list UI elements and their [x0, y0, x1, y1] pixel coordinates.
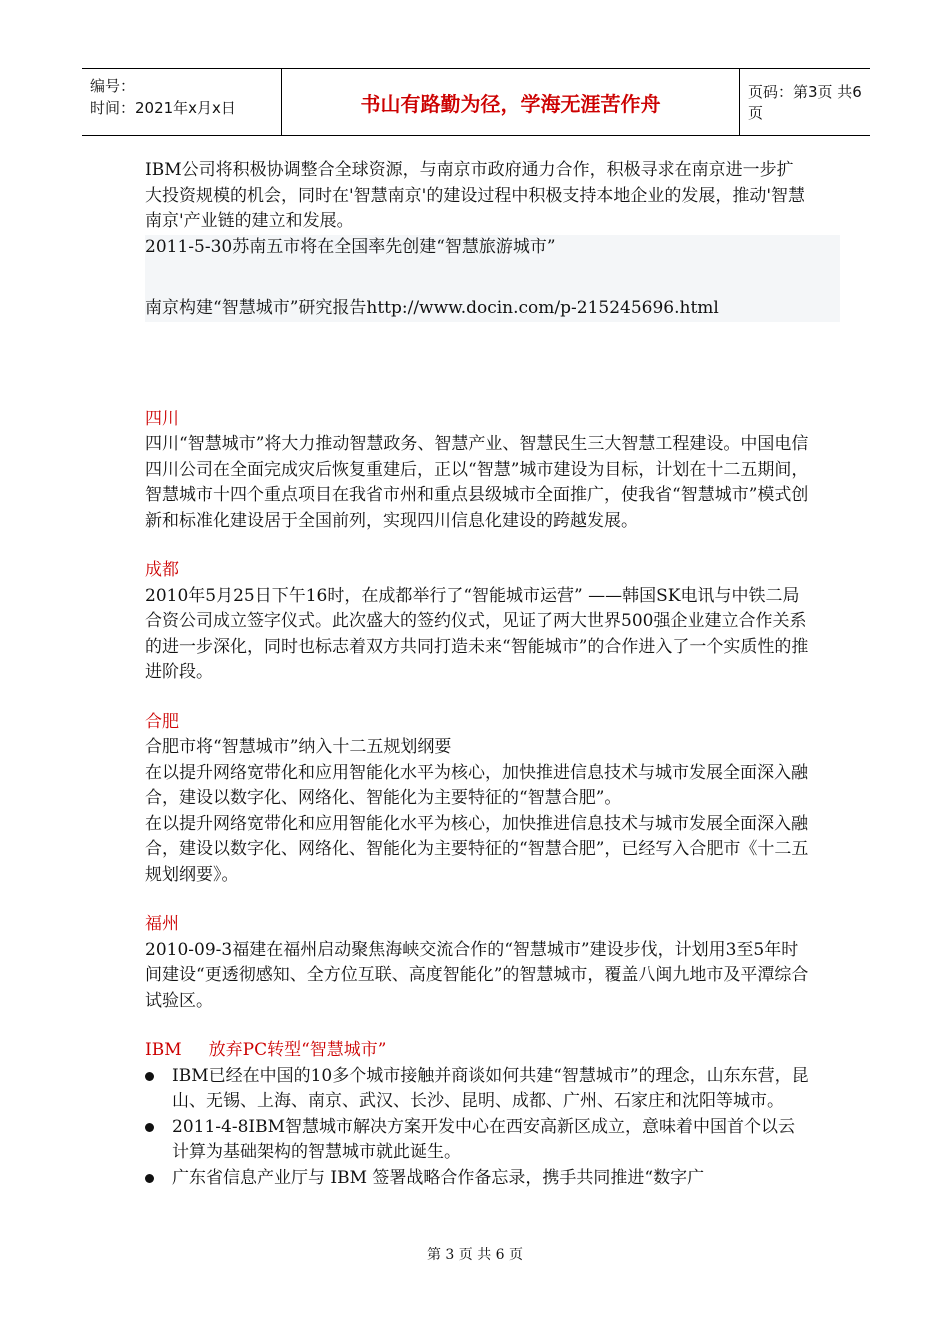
- shaded-block: [145, 235, 840, 322]
- list-item: 广东省信息产业厅与 IBM 签署战略合作备忘录，携手共同推进“数字广: [145, 1166, 810, 1192]
- ibm-bullet-list: [145, 1064, 810, 1192]
- intro-paragraph: IBM公司将积极协调整合全球资源，与南京市政府通力合作，积极寻求在南京进一步扩大投资规模的机会，同时在'智慧南京'的建设过程中积极支持本地企业的发展，推动'智慧南京'产业链的建立和发展。: [145, 160, 806, 231]
- list-item: IBM已经在中国的10多个城市接触并商谈如何共建“智慧城市”的理念，山东东营，昆山、无锡、上海、南京、武汉、长沙、昆明、成都、广州、石家庄和沈阳等城市。: [145, 1064, 810, 1115]
- heading-sichuan: 四川: [145, 408, 179, 429]
- heading-ibm: IBM 放弃PC转型“智慧城市”: [145, 1040, 387, 1060]
- intro-line-1: 2011-5-30苏南五市将在全国率先创建“智慧旅游城市”: [145, 236, 556, 257]
- document-body: [145, 158, 810, 1191]
- fuzhou-paragraph: 2010-09-3福建在福州启动聚焦海峡交流合作的“智慧城市”建设步伐，计划用3至5年时间建设“更透彻感知、全方位互联、高度智能化”的智慧城市，覆盖八闽九地市及平潭综合试验区。: [145, 939, 809, 1011]
- page-footer: 第 3 页 共 6 页: [426, 1247, 524, 1263]
- hefei-paragraph-2: 在以提升网络宽带化和应用智能化水平为核心，加快推进信息技术与城市发展全面深入融合，建设以数字化、网络化、智能化为主要特征的“智慧合肥”，已经写入合肥市《十二五规划纲要》。: [145, 813, 809, 885]
- intro-line-2-link[interactable]: 南京构建“智慧城市”研究报告http://www.docin.com/p-215245696.html: [145, 298, 719, 318]
- header-page-label: 页码：第3页 共6页: [748, 83, 862, 122]
- sichuan-paragraph: 四川“智慧城市”将大力推动智慧政务、智慧产业、智慧民生三大智慧工程建设。中国电信四川公司在全面完成灾后恢复重建后，正以“智慧”城市建设为目标，计划在十二五期间，智慧城市十四个重点项目在我省市州和重点县级城市全面推广，使我省“智慧城市”模式创新和标准化建设居于全国前列，实现四川信息化建设的跨越发展。: [145, 434, 809, 531]
- list-item: 2011-4-8IBM智慧城市解决方案开发中心在西安高新区成立，意味着中国首个以云计算为基础架构的智慧城市就此诞生。: [145, 1115, 810, 1166]
- date-label: 时间：2021年x月x日: [90, 99, 236, 117]
- chengdu-paragraph: 2010年5月25日下午16时，在成都举行了“智能城市运营” ——韩国SK电讯与中铁二局合资公司成立签字仪式。此次盛大的签约仪式，见证了两大世界500强企业建立合作关系的进一步深化，同时也标志着双方共同打造未来“智能城市”的合作进入了一个实质性的推进阶段。: [145, 585, 809, 682]
- header-table: [82, 68, 870, 136]
- heading-chengdu: 成都: [145, 560, 179, 580]
- hefei-paragraph-1: 在以提升网络宽带化和应用智能化水平为核心，加快推进信息技术与城市发展全面深入融合，建设以数字化、网络化、智能化为主要特征的“智慧合肥”。: [145, 762, 808, 808]
- header-left-cell: [82, 69, 282, 135]
- hefei-line-1: 合肥市将“智慧城市”纳入十二五规划纲要: [145, 737, 452, 757]
- heading-fuzhou: 福州: [145, 914, 179, 934]
- number-label: 编号：: [90, 77, 136, 95]
- heading-hefei: 合肥: [145, 711, 179, 732]
- header-motto: 书山有路勤为径，学海无涯苦作舟: [282, 69, 740, 135]
